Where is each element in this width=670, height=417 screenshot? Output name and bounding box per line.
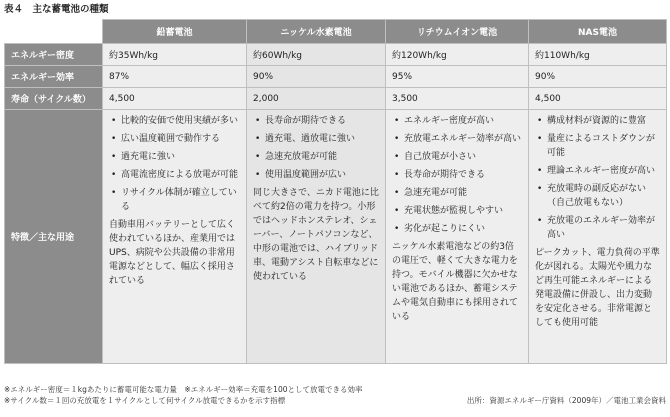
footnote: ※サイクル数＝１回の充放電を１サイクルとして何サイクル放電できるかを示す指標 — [4, 396, 286, 405]
column-header: 鉛蓄電池 — [103, 20, 247, 44]
list-item: • 充放電時の副反応がない（自己放電もない） — [535, 182, 660, 210]
table-cell: 約120Wh/kg — [386, 44, 529, 66]
feature-description: ピークカット、電力負荷の平準化が図れる。太陽光や風力など再生可能エネルギーによる発電設備に併設し、出力変動を安定化させる。非常電源としても使用可能 — [535, 248, 660, 328]
table-cell: 2,000 — [247, 88, 386, 110]
list-item: • 使用温度範囲が広い — [253, 168, 379, 182]
table-header-row — [5, 20, 667, 44]
table-row-energy-efficiency — [5, 66, 667, 88]
column-header: NAS電池 — [529, 20, 667, 44]
table-cell: 約60Wh/kg — [247, 44, 386, 66]
table-row-energy-density — [5, 44, 667, 66]
row-header: 寿命（サイクル数） — [5, 88, 103, 110]
footnote: ※エネルギー密度＝１kgあたりに蓄電可能な電力量 ※エネルギー効率＝充電を100として放電できる効率 — [4, 385, 363, 394]
table-cell: 90% — [529, 66, 667, 88]
footnote-row — [4, 395, 666, 406]
table-cell: 4,500 — [103, 88, 247, 110]
list-item: • 急速充放電が可能 — [253, 150, 379, 164]
source-credit: 出所：資源エネルギー庁資料（2009年）／電池工業会資料 — [466, 396, 666, 405]
list-item: • リサイクル体制が確立している — [109, 186, 240, 214]
list-item: • 長寿命が期待できる — [253, 114, 379, 128]
feature-cell — [386, 110, 529, 364]
battery-comparison-table — [4, 19, 667, 364]
feature-description: 同じ大きさで、ニカド電池に比べて約2倍の電力を持つ。小形ではヘッドホンステレオ、シェーバー、ノートパソコンなど、中形の電池では、ハイブリッド車、電動アシスト自転車などに使われている — [253, 188, 379, 282]
list-item: • 構成材料が資源的に豊富 — [535, 114, 660, 128]
list-item: • 量産によるコストダウンが可能 — [535, 132, 660, 160]
list-item: • 過充電、過放電に強い — [253, 132, 379, 146]
feature-list — [109, 114, 240, 214]
table-cell: 約110Wh/kg — [529, 44, 667, 66]
column-header: リチウムイオン電池 — [386, 20, 529, 44]
table-cell: 4,500 — [529, 88, 667, 110]
list-item: • 長寿命が期待できる — [392, 168, 522, 182]
feature-list — [253, 114, 379, 182]
table-cell: 95% — [386, 66, 529, 88]
list-item: • 比較的安価で使用実績が多い — [109, 114, 240, 128]
table-row-cycle-life — [5, 88, 667, 110]
list-item: • 劣化が起こりにくい — [392, 222, 522, 236]
feature-cell — [103, 110, 247, 364]
list-item: • 広い温度範囲で動作する — [109, 132, 240, 146]
table-title: 表４ 主な蓄電池の種類 — [4, 4, 109, 15]
table-cell: 約35Wh/kg — [103, 44, 247, 66]
feature-cell — [529, 110, 667, 364]
list-item: • 理論エネルギー密度が高い — [535, 164, 660, 178]
table-cell: 3,500 — [386, 88, 529, 110]
feature-list — [392, 114, 522, 236]
table-cell: 87% — [103, 66, 247, 88]
table-row-features — [5, 110, 667, 364]
table-cell: 90% — [247, 66, 386, 88]
footnotes — [4, 384, 666, 406]
feature-cell — [247, 110, 386, 364]
list-item: • 充放電エネルギー効率が高い — [392, 132, 522, 146]
feature-description: 自動車用バッテリーとして広く使われているほか、産業用ではUPS、病院や公共設備の非常用電源などとして、幅広く採用されている — [109, 220, 236, 286]
list-item: • 充電状態が監視しやすい — [392, 204, 522, 218]
list-item: • 充放電のエネルギー効率が高い — [535, 214, 660, 242]
row-header: エネルギー効率 — [5, 66, 103, 88]
row-header: エネルギー密度 — [5, 44, 103, 66]
feature-description: ニッケル水素電池などの約3倍の電圧で、軽くて大きな電力を持つ。モバイル機器に欠かせない電池であるほか、蓄電システムや電気自動車にも採用されている — [392, 242, 519, 322]
list-item: • 過充電に強い — [109, 150, 240, 164]
list-item: • 自己放電が小さい — [392, 150, 522, 164]
column-header: ニッケル水素電池 — [247, 20, 386, 44]
table-corner-cell — [5, 20, 103, 44]
feature-list — [535, 114, 660, 242]
row-header: 特徴／主な用途 — [5, 110, 103, 364]
list-item: • 急速充電が可能 — [392, 186, 522, 200]
list-item: • 高電流密度による放電が可能 — [109, 168, 240, 182]
list-item: • エネルギー密度が高い — [392, 114, 522, 128]
